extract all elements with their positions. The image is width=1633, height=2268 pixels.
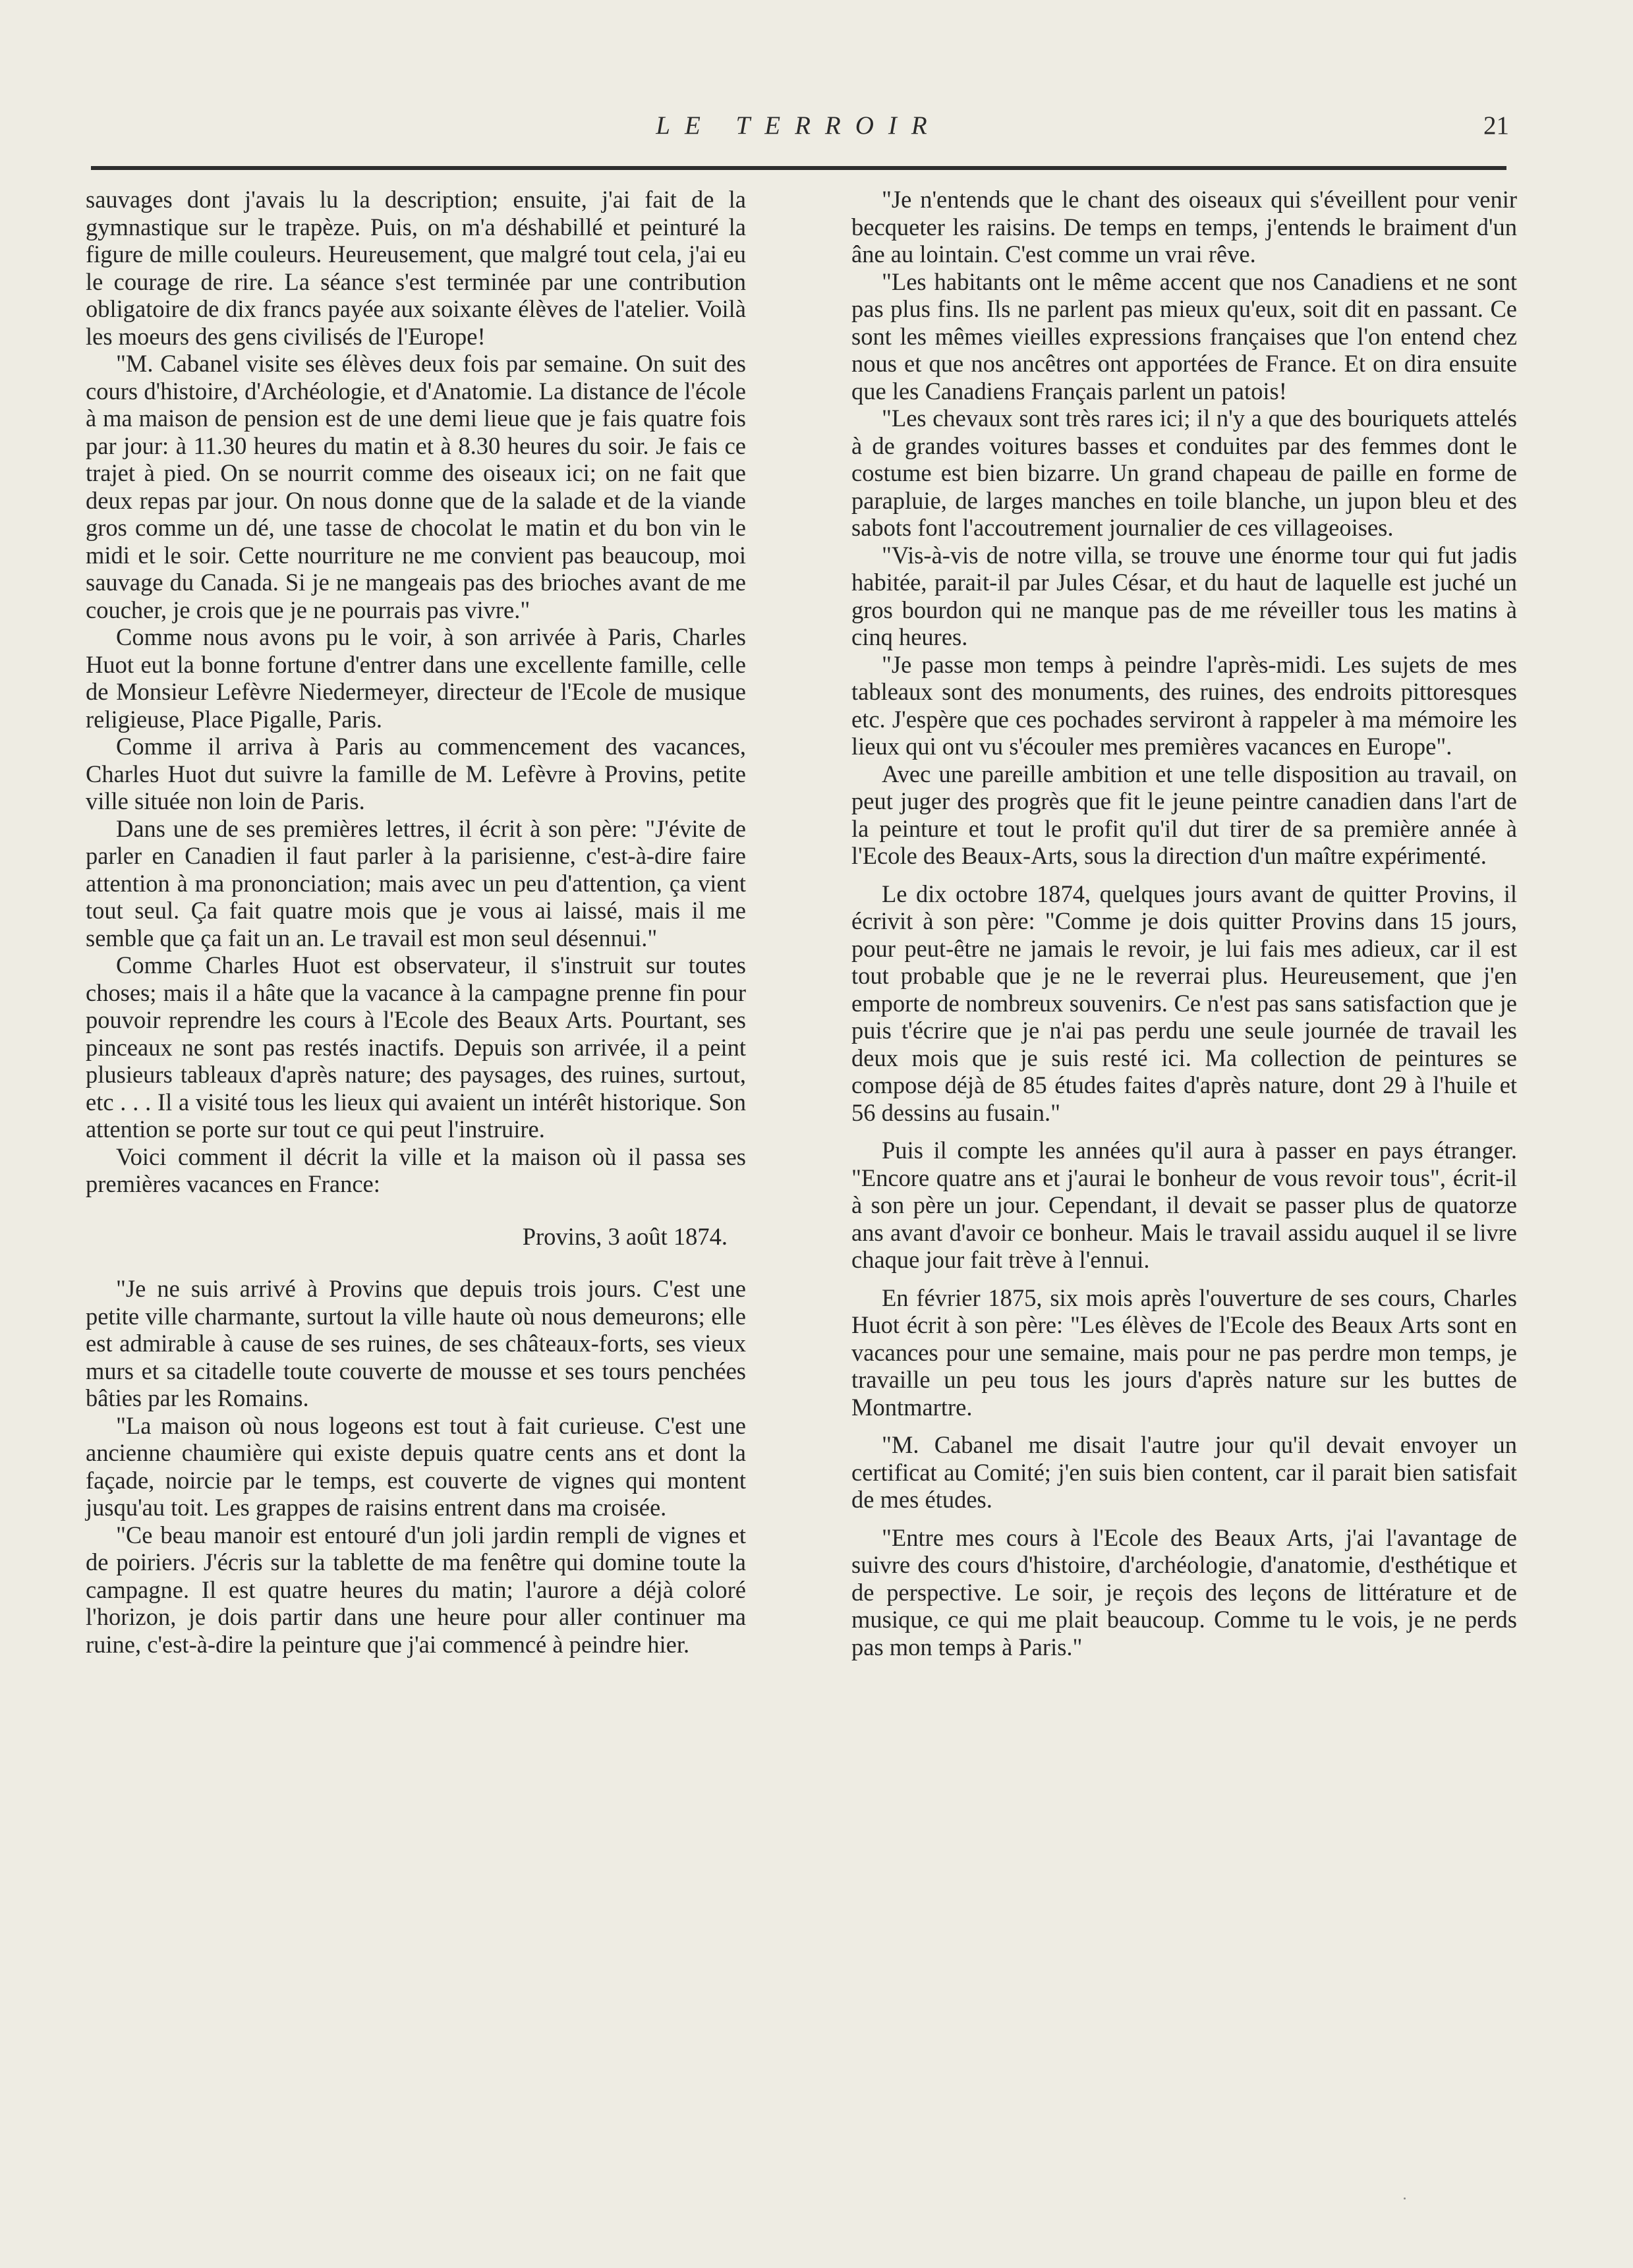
paragraph: Dans une de ses premières lettres, il écrit à son père: "J'évite de parler en Canadien il faut parler à la parisienne, c'est-à-dire faire attention à ma prononciation; mais avec un peu d'attention, ça vient tout seul. Ça fait quatre mois que je vous ai laissé, mais il me semble que ça fait un an. Le travail est mon seul désennui." <box>86 814 746 951</box>
paragraph: Comme Charles Huot est observateur, il s'instruit sur toutes choses; mais il a hâte que la vacance à la campagne prenne fin pour pouvoir reprendre les cours à l'Ecole des Beaux Arts. Pourtant, ses pinceaux ne sont pas restés inactifs. Depuis son arrivée, il a peint plusieurs tableaux d'après nature; des paysages, des ruines, surtout, etc . . . Il a visité tous les lieux qui avaient un intérêt historique. Son attention se porte sur tout ce qui peut l'instruire. <box>86 951 746 1143</box>
paragraph: "Les habitants ont le même accent que nos Canadiens et ne sont pas plus fins. Ils ne parlent pas mieux qu'eux, soit dit en passant. Ce sont les mêmes vieilles expressions françaises que l'on entend chez nous et que nos ancêtres ont apportées de France. Et on dira ensuite que les Canadiens Français parlent un patois! <box>851 268 1517 405</box>
paragraph: "Je passe mon temps à peindre l'après-midi. Les sujets de mes tableaux sont des monuments, des ruines, des endroits pittoresques etc. J'espère que ces pochades serviront à rappeler à ma mémoire les lieux qui ont vu s'écouler mes premières vacances en Europe". <box>851 650 1517 760</box>
paragraph: "Je n'entends que le chant des oiseaux qui s'éveillent pour venir becqueter les raisins. De temps en temps, j'entends le braiment d'un âne au lointain. C'est comme un vrai rêve. <box>851 186 1517 268</box>
paragraph: "Ce beau manoir est entouré d'un joli jardin rempli de vignes et de poiriers. J'écris sur la tablette de ma fenêtre qui domine toute la campagne. Il est quatre heures du matin; l'aurore a déjà coloré l'horizon, je dois partir dans une heure pour aller continuer ma ruine, c'est-à-dire la peinture que j'ai commencé à peindre hier. <box>86 1521 746 1658</box>
paragraph: "Les chevaux sont très rares ici; il n'y a que des bouriquets attelés à de grandes voitures basses et conduites par des femmes dont le costume est bien bizarre. Un grand chapeau de paille en forme de parapluie, de larges manches en toile blanche, un jupon bleu et des sabots font l'accoutrement journalier de ces villageoises. <box>851 405 1517 541</box>
right-column <box>851 186 1517 1660</box>
paragraph: Avec une pareille ambition et une telle disposition au travail, on peut juger des progrès que fit le jeune peintre canadien dans l'art de la peinture et tout le profit qu'il dut tirer de sa première année à l'Ecole des Beaux-Arts, sous la direction d'un maître expérimenté. <box>851 760 1517 869</box>
paragraph: Puis il compte les années qu'il aura à passer en pays étranger. "Encore quatre ans et j'aurai le bonheur de vous revoir tous", écrit-il à son père un jour. Cependant, il devait se passer plus de quatorze ans avant d'avoir ce bonheur. Mais le travail assidu auquel il se livre chaque jour fait trève à l'ennui. <box>851 1137 1517 1273</box>
paragraph: "Entre mes cours à l'Ecole des Beaux Arts, j'ai l'avantage de suivre des cours d'histoire, d'archéologie, d'anatomie, d'esthétique et de perspective. Le soir, je reçois des leçons de littérature et de musique, ce qui me plait beaucoup. Comme tu le vois, je ne perds pas mon temps à Paris." <box>851 1523 1517 1660</box>
journal-title: LE TERROIR <box>656 111 942 140</box>
paragraph: "Je ne suis arrivé à Provins que depuis trois jours. C'est une petite ville charmante, surtout la ville haute où nous demeurons; elle est admirable à cause de ses ruines, de ses châteaux-forts, ses vieux murs et sa citadelle toute couverte de mousse et ses tours penchées bâties par les Romains. <box>86 1275 746 1411</box>
paragraph: Comme il arriva à Paris au commencement des vacances, Charles Huot dut suivre la famille de M. Lefèvre à Provins, petite ville située non loin de Paris. <box>86 733 746 814</box>
paragraph: "Vis-à-vis de notre villa, se trouve une énorme tour qui fut jadis habitée, parait-il par Jules César, et du haut de laquelle est juché un gros bourdon qui ne manque pas de me réveiller tous les matins à cinq heures. <box>851 541 1517 650</box>
paragraph: Le dix octobre 1874, quelques jours avant de quitter Provins, il écrivit à son père: "Comme je dois quitter Provins dans 15 jours, pour peut-être ne jamais le revoir, je lui fais mes adieux, car il est tout probable que je ne le reverrai plus. Heureusement, que j'en emporte de nombreux souvenirs. Ce n'est pas sans satisfaction que je puis t'écrire que je n'ai pas perdu une seule journée de travail les deux mois que je suis resté ici. Ma collection de peintures se compose déjà de 85 études faites d'après nature, dont 29 à l'huile et 56 dessins au fusain." <box>851 880 1517 1126</box>
paragraph: "M. Cabanel me disait l'autre jour qu'il devait envoyer un certificat au Comité; j'en suis bien content, car il parait bien satisfait de mes études. <box>851 1431 1517 1513</box>
paragraph: sauvages dont j'avais lu la description; ensuite, j'ai fait de la gymnastique sur le trapèze. Puis, on m'a déshabillé et peinturé la figure de mille couleurs. Heureusement, que malgré tout cela, j'ai eu le courage de rire. La séance s'est terminée par une contribution obligatoire de dix francs payée aux soixante élèves de l'atelier. Voilà les moeurs des gens civilisés de l'Europe! <box>86 186 746 350</box>
dateline: Provins, 3 août 1874. <box>522 1222 728 1250</box>
paragraph: "La maison où nous logeons est tout à fait curieuse. C'est une ancienne chaumière qui existe depuis quatre cents ans et dont la façade, noircie par le temps, est couverte de vignes qui montent jusqu'au toit. Les grappes de raisins entrent dans ma croisée. <box>86 1411 746 1521</box>
header-rule <box>91 166 1506 170</box>
paragraph: Comme nous avons pu le voir, à son arrivée à Paris, Charles Huot eut la bonne fortune d'entrer dans une excellente famille, celle de Monsieur Lefèvre Niedermeyer, directeur de l'Ecole de musique religieuse, Place Pigalle, Paris. <box>86 623 746 733</box>
page-number: 21 <box>1483 111 1509 140</box>
paragraph: Voici comment il décrit la ville et la maison où il passa ses premières vacances en France: <box>86 1143 746 1197</box>
paragraph: "M. Cabanel visite ses élèves deux fois par semaine. On suit des cours d'histoire, d'Archéologie, et d'Anatomie. La distance de l'école à ma maison de pension est de une demi lieue que je fais quatre fois par jour: à 11.30 heures du matin et à 8.30 heures du soir. Je fais ce trajet à pied. On se nourrit comme des oiseaux ici; on ne fait que deux repas par jour. On nous donne que de la salade et de la viande gros comme un dé, une tasse de chocolat le matin et du bon vin le midi et le soir. Cette nourriture ne me convient pas beaucoup, moi sauvage du Canada. Si je ne mangeais pas des brioches avant de me coucher, je crois que je ne pourrais pas vivre." <box>86 350 746 623</box>
left-column <box>86 186 746 1658</box>
paper-speck <box>1404 2197 1406 2199</box>
paragraph: En février 1875, six mois après l'ouverture de ses cours, Charles Huot écrit à son père: "Les élèves de l'Ecole des Beaux Arts sont en vacances pour une semaine, mais pour ne pas perdre mon temps, je travaille un peu tous les jours d'après nature sur les buttes de Montmartre. <box>851 1284 1517 1421</box>
running-header <box>91 105 1509 145</box>
